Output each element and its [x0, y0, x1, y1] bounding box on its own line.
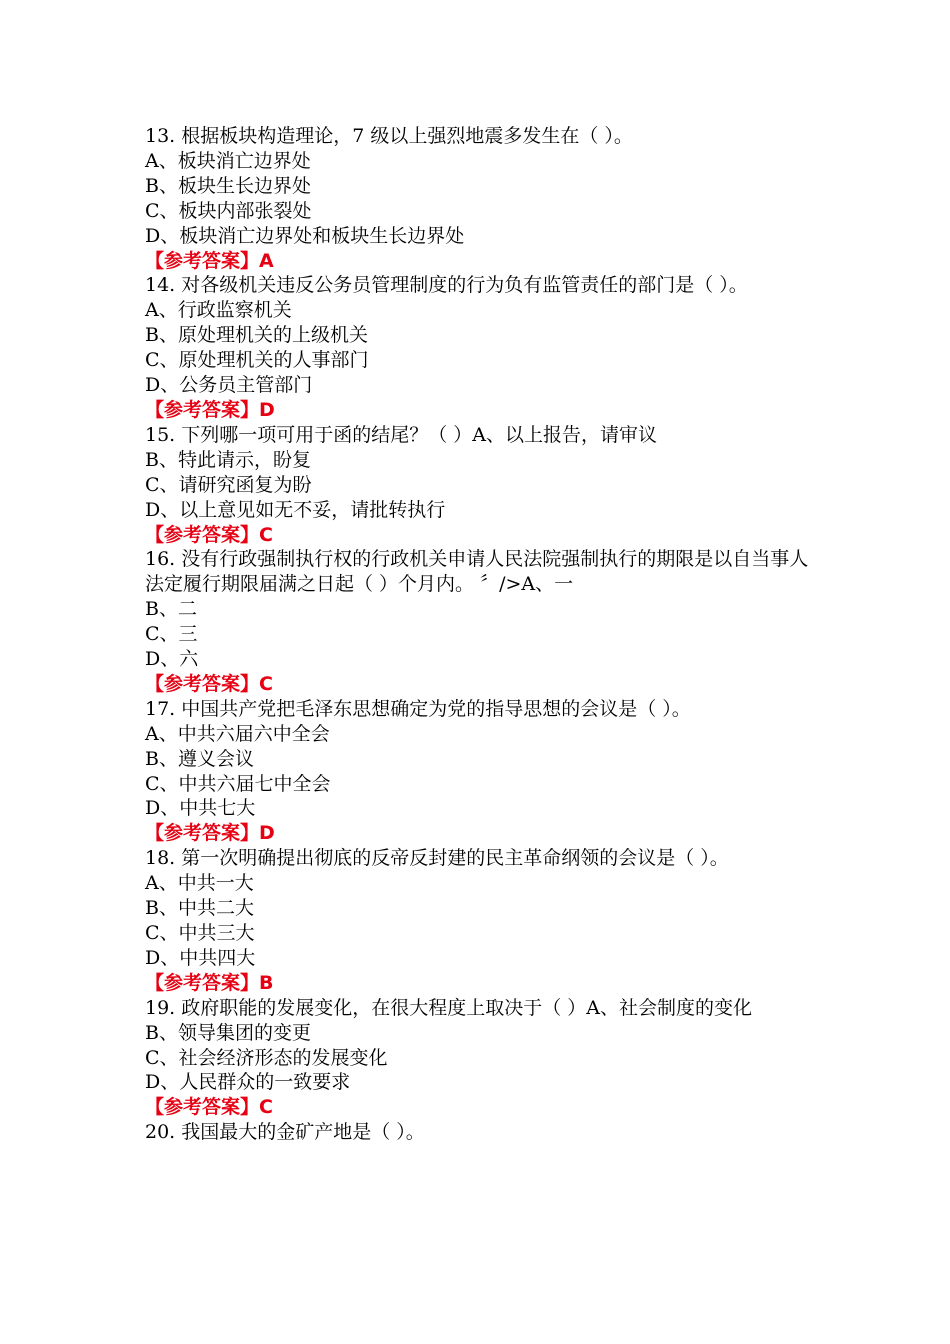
option-a: A、行政监察机关: [145, 299, 292, 322]
option-a: A、中共一大: [145, 872, 254, 895]
question-16: [145, 547, 810, 696]
option-b: B、领导集团的变更: [145, 1021, 311, 1044]
question-20: [145, 1120, 810, 1145]
question-stem: 15. 下列哪一项可用于函的结尾？（ ）A、以上报告，请审议: [145, 423, 658, 446]
option-a: A、中共六届六中全会: [145, 722, 330, 745]
reference-answer: 【参考答案】D: [145, 822, 275, 845]
option-d: D、中共七大: [145, 797, 256, 820]
option-c: C、请研究函复为盼: [145, 473, 312, 496]
question-list: [145, 124, 810, 1145]
option-a: A、板块消亡边界处: [145, 149, 311, 172]
reference-answer: 【参考答案】A: [145, 249, 274, 272]
option-d: D、中共四大: [145, 946, 256, 969]
option-c: C、中共六届七中全会: [145, 772, 331, 795]
question-stem: 13. 根据板块构造理论，7 级以上强烈地震多发生在（ ）。: [145, 125, 633, 147]
option-b: B、遵义会议: [145, 747, 254, 770]
option-c: C、三: [145, 623, 198, 646]
option-b: B、特此请示，盼复: [145, 448, 311, 471]
reference-answer: 【参考答案】C: [145, 672, 273, 695]
question-stem: 16. 没有行政强制执行权的行政机关申请人民法院强制执行的期限是以自当事人法定履行期限届满之日起（ ）个月内。 〞/>A、一: [145, 548, 809, 596]
question-18: [145, 846, 810, 995]
option-b: B、中共二大: [145, 897, 254, 920]
option-b: B、二: [145, 598, 197, 621]
question-stem: 19. 政府职能的发展变化，在很大程度上取决于（ ）A、社会制度的变化: [145, 996, 753, 1019]
option-d: D、六: [145, 648, 199, 671]
question-17: [145, 697, 810, 846]
reference-answer: 【参考答案】D: [145, 398, 275, 421]
question-stem: 17. 中国共产党把毛泽东思想确定为党的指导思想的会议是（ ）。: [145, 697, 691, 720]
question-14: [145, 273, 810, 422]
question-15: [145, 423, 810, 548]
reference-answer: 【参考答案】C: [145, 523, 273, 546]
option-c: C、板块内部张裂处: [145, 199, 312, 222]
question-19: [145, 996, 810, 1121]
option-b: B、原处理机关的上级机关: [145, 324, 368, 347]
option-d: D、以上意见如无不妥，请批转执行: [145, 498, 446, 521]
option-d: D、公务员主管部门: [145, 374, 313, 397]
question-stem: 18. 第一次明确提出彻底的反帝反封建的民主革命纲领的会议是（ ）。: [145, 847, 729, 870]
option-c: C、原处理机关的人事部门: [145, 349, 369, 372]
option-c: C、社会经济形态的发展变化: [145, 1046, 388, 1069]
question-stem: 20. 我国最大的金矿产地是（ ）。: [145, 1121, 425, 1144]
reference-answer: 【参考答案】B: [145, 971, 274, 994]
question-stem: 14. 对各级机关违反公务员管理制度的行为负有监管责任的部门是（ ）。: [145, 274, 748, 297]
option-d: D、板块消亡边界处和板块生长边界处: [145, 224, 465, 247]
question-13: [145, 124, 810, 273]
option-b: B、板块生长边界处: [145, 174, 311, 197]
option-c: C、中共三大: [145, 922, 255, 944]
option-d: D、人民群众的一致要求: [145, 1071, 351, 1094]
reference-answer: 【参考答案】C: [145, 1096, 273, 1119]
